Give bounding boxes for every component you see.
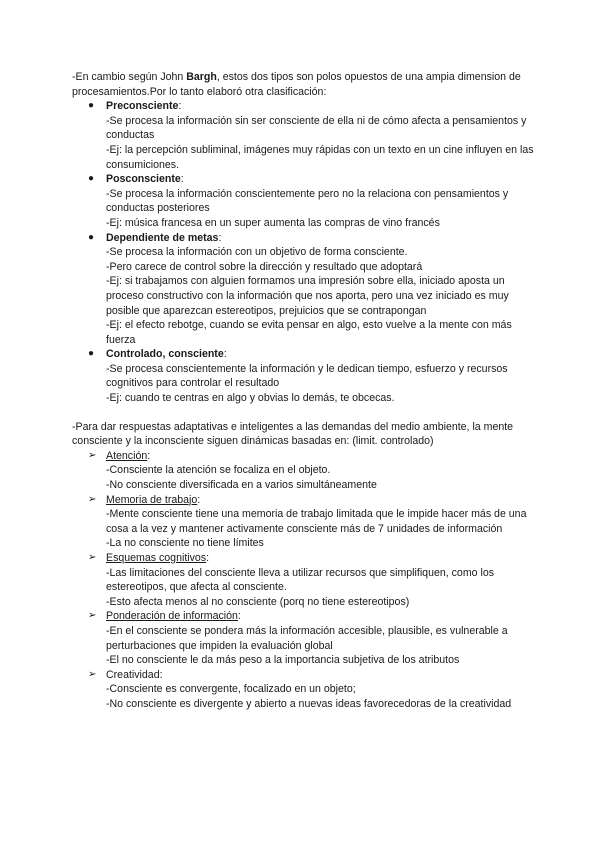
bullet-icon: ●: [88, 231, 95, 243]
dynamics-list: [72, 449, 534, 712]
arrow-icon: ➢: [88, 493, 97, 505]
item-title: [106, 99, 534, 114]
document-page: [72, 70, 534, 712]
intro-text-end: , estos dos tipos son polos opuestos de una ampia dimension de procesamientos.Por lo tanto elaboró otra clasificación:: [72, 71, 521, 98]
item-title-text: Memoria de trabajo: [106, 493, 198, 506]
author-name: Bargh: [186, 71, 217, 83]
item-title-text: Creatividad: [106, 668, 160, 681]
item-line: -Se procesa la información sin ser consciente de ella ni de cómo afecta a pensamientos y conductas: [106, 114, 527, 142]
list-item: [72, 551, 534, 609]
bullet-icon: ●: [88, 173, 95, 185]
intro-text: -En cambio según John: [72, 71, 187, 83]
bullet-icon: ●: [88, 100, 95, 112]
item-title: [106, 668, 534, 683]
item-title-text: Controlado, consciente: [106, 348, 224, 361]
item-line: -Consciente es convergente, focalizado en un objeto;: [106, 683, 356, 696]
intro2-paragraph: -Para dar respuestas adaptativas e inteligentes a las demandas del medio ambiente, la mente consciente y la inconsciente siguen dinámicas basadas en: (limit. controlado): [72, 420, 514, 448]
item-line: -Ej: cuando te centras en algo y obvias lo demás, te obcecas.: [106, 392, 395, 405]
item-line: -Mente consciente tiene una memoria de trabajo limitada que le impide hacer más de una cosa a la vez y mantener activamente consciente más de 7 unidades de información: [106, 508, 527, 535]
item-title: [106, 172, 534, 187]
item-line: -El no consciente le da más peso a la importancia subjetiva de los atributos: [106, 654, 460, 667]
item-line: -La no consciente no tiene límites: [106, 537, 264, 550]
item-line: -Las limitaciones del consciente lleva a utilizar recursos que simplifiquen, como los estereotipos, que afecta al consciente.: [106, 566, 495, 594]
item-title-text: Atención: [106, 449, 148, 462]
list-item: [72, 99, 534, 172]
item-line: -En el consciente se pondera más la información accesible, plausible, es vulnerable a perturbaciones que impiden la evaluación global: [106, 624, 508, 652]
spacer: [72, 406, 534, 420]
item-title: [106, 231, 534, 246]
arrow-icon: ➢: [88, 610, 97, 622]
list-item: [72, 609, 534, 667]
item-line: -Se procesa la información con un objetivo de forma consciente.: [106, 246, 408, 259]
item-line: -Ej: música francesa en un super aumenta las compras de vino francés: [106, 216, 440, 229]
list-item: [72, 449, 534, 493]
list-item: [72, 493, 534, 551]
item-title-text: Posconsciente: [106, 173, 181, 186]
item-title-text: Ponderación de información: [106, 610, 238, 623]
list-item: [72, 231, 534, 348]
item-title: [106, 609, 534, 624]
item-title-colon: :: [180, 173, 184, 186]
item-title-colon: :: [197, 493, 201, 506]
intro-paragraph: [72, 70, 534, 99]
item-title-colon: :: [218, 231, 222, 244]
item-title-text: Preconsciente: [106, 100, 179, 113]
item-line: -Ej: si trabajamos con alguien formamos una impresión sobre ella, iniciado aposta un proceso constructivo con la información que nos aporta, pero una vez iniciado es muy posible que aparezcan estereotipos, prejuicios que se contrapongan: [106, 275, 509, 317]
item-line: -Ej: el efecto rebotge, cuando se evita pensar en algo, esto vuelve a la mente con más fuerza: [106, 319, 512, 346]
list-item: [72, 347, 534, 405]
processing-types-list: [72, 99, 534, 405]
bullet-icon: ●: [88, 348, 95, 360]
item-line: -Se procesa conscientemente la información y le dedican tiempo, esfuerzo y recursos cognitivos para controlar el resultado: [106, 362, 508, 390]
item-title: [106, 449, 534, 464]
item-title-colon: :: [178, 100, 182, 113]
item-line: -Consciente la atención se focaliza en el objeto.: [106, 464, 331, 477]
item-title: [106, 347, 534, 362]
item-line: -No consciente diversificada en a varios simultáneamente: [106, 479, 377, 492]
list-item: [72, 172, 534, 230]
item-title-colon: :: [206, 552, 210, 564]
item-title-colon: :: [147, 449, 151, 462]
item-title-colon: :: [223, 348, 227, 361]
item-line: -Esto afecta menos al no consciente (porq no tiene estereotipos): [106, 595, 410, 608]
list-item: [72, 668, 534, 712]
item-title-colon: :: [159, 668, 163, 681]
item-title-text: Dependiente de metas: [106, 231, 219, 244]
item-line: -Pero carece de control sobre la dirección y resultado que adoptará: [106, 260, 423, 273]
item-title-colon: :: [237, 610, 241, 623]
arrow-icon: ➢: [88, 668, 97, 680]
arrow-icon: ➢: [88, 449, 97, 461]
item-line: -Se procesa la información conscientemente pero no la relaciona con pensamientos y conductas posteriores: [106, 187, 509, 215]
item-title-text: Esquemas cognitivos: [106, 552, 207, 564]
item-line: -Ej: la percepción subliminal, imágenes muy rápidas con un texto en un cine influyen en las consumiciones.: [106, 143, 534, 171]
arrow-icon: ➢: [88, 552, 97, 563]
item-line: -No consciente es divergente y abierto a nuevas ideas favorecedoras de la creatividad: [106, 697, 512, 710]
item-title: [106, 493, 534, 508]
item-title: [106, 551, 534, 566]
